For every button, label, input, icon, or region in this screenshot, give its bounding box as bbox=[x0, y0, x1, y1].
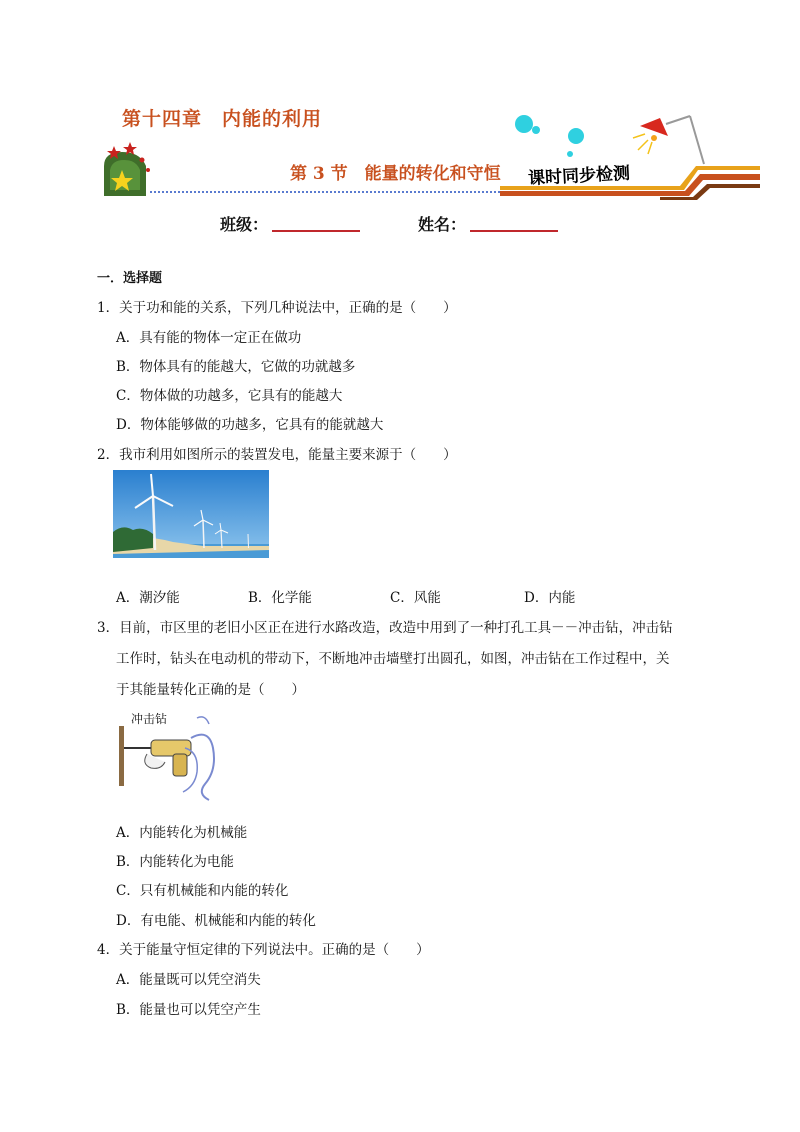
section-heading: 一．选择题 bbox=[97, 271, 163, 286]
question-1-stem: 1．关于功和能的关系，下列几种说法中，正确的是（ ） bbox=[97, 300, 457, 316]
question-3-option-b: B．内能转化为电能 bbox=[116, 854, 234, 870]
question-3-stem-line-2: 工作时，钻头在电动机的带动下，不断地冲击墙壁打出圆孔，如图，冲击钻在工作过程中，关 bbox=[116, 651, 670, 667]
star-badge-icon bbox=[104, 142, 150, 196]
class-blank[interactable] bbox=[272, 214, 360, 232]
question-2-option-a: A．潮汐能 bbox=[116, 590, 180, 606]
question-3-option-d: D．有电能、机械能和内能的转化 bbox=[116, 913, 316, 929]
question-1-option-a: A．具有能的物体一定正在做功 bbox=[116, 330, 302, 346]
question-4-option-a: A．能量既可以凭空消失 bbox=[116, 972, 261, 988]
question-2-option-d: D．内能 bbox=[524, 590, 576, 606]
impact-drill-image bbox=[113, 708, 225, 803]
question-3-stem-line-3: 于其能量转化正确的是（ ） bbox=[116, 682, 305, 698]
drill-image-label: 冲击钻 bbox=[131, 712, 168, 726]
question-3-option-c: C．只有机械能和内能的转化 bbox=[116, 883, 289, 899]
question-1-option-c: C．物体做的功越多，它具有的能越大 bbox=[116, 388, 343, 404]
question-4-stem: 4．关于能量守恒定律的下列说法中。正确的是（ ） bbox=[97, 942, 430, 958]
class-field bbox=[220, 212, 360, 235]
question-1-option-b: B．物体具有的能越大，它做的功就越多 bbox=[116, 359, 356, 375]
question-4-option-b: B．能量也可以凭空产生 bbox=[116, 1002, 261, 1018]
dotted-divider bbox=[150, 191, 500, 193]
question-1-option-d: D．物体能够做的功越多，它具有的能就越大 bbox=[116, 417, 384, 433]
chapter-title: 第十四章 内能的利用 bbox=[122, 108, 323, 130]
question-2-option-b: B．化学能 bbox=[248, 590, 312, 606]
question-3-option-a: A．内能转化为机械能 bbox=[116, 825, 248, 841]
name-label: 姓名： bbox=[418, 215, 467, 234]
banner-label: 课时同步检测 bbox=[527, 163, 631, 189]
question-2-option-c: C．风能 bbox=[390, 590, 441, 606]
class-label: 班级： bbox=[220, 215, 269, 234]
wind-turbine-image bbox=[113, 470, 269, 558]
bubbles-icon bbox=[515, 115, 584, 157]
desk-lamp-icon bbox=[633, 116, 704, 164]
question-2-stem: 2．我市利用如图所示的装置发电，能量主要来源于（ ） bbox=[97, 447, 457, 463]
name-blank[interactable] bbox=[470, 214, 558, 232]
name-field bbox=[418, 212, 558, 235]
question-3-stem-line-1: 3．目前，市区里的老旧小区正在进行水路改造，改造中用到了一种打孔工具－－冲击钻，冲击钻 bbox=[97, 620, 673, 636]
section-title: 第 3 节 能量的转化和守恒 bbox=[290, 164, 501, 184]
